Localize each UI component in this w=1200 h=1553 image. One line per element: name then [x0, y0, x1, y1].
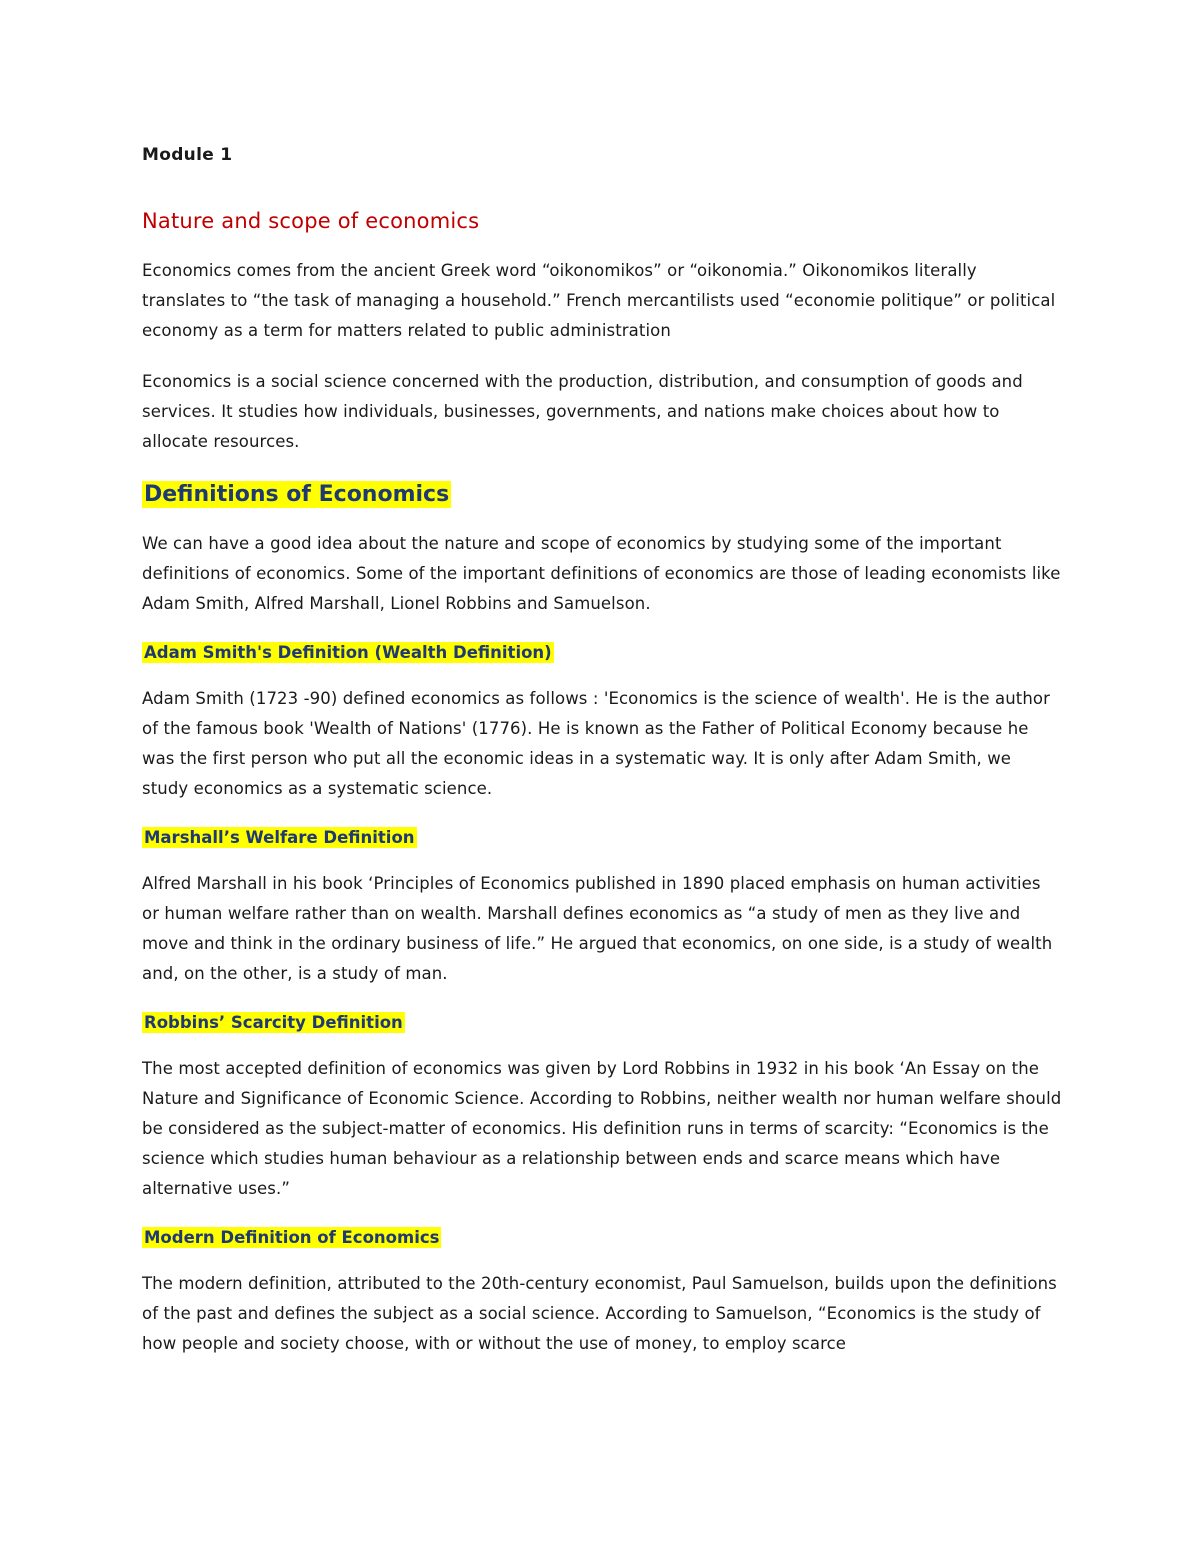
- definitions-intro: We can have a good idea about the nature and scope of economics by studying some of the important definitions of economics. Some of the important definitions of economics are those of leading economists like Adam Smith, Alfred Marshall, Lionel Robbins and Samuelson.: [142, 534, 1061, 613]
- section-text-robbins: The most accepted definition of economics was given by Lord Robbins in 1932 in his book ‘An Essay on the Nature and Significance of Economic Science. According to Robbins, neither wealth nor human welfare should be considered as the subject-matter of economics. His definition runs in terms of scarcity: “Economics is the science which studies human behaviour as a relationship between ends and scarce means which have alternative uses.”: [142, 1059, 1062, 1198]
- section-heading-text: Modern Definition of Economics: [144, 1228, 440, 1247]
- section-heading-adam-smith: [142, 640, 1062, 666]
- section-heading-text: Adam Smith's Definition (Wealth Definition): [144, 643, 552, 662]
- section-heading-text: Marshall’s Welfare Definition: [144, 828, 415, 847]
- section-heading-robbins: [142, 1010, 1062, 1036]
- page-title: Nature and scope of economics: [142, 209, 480, 233]
- section-heading-marshall: [142, 825, 1062, 851]
- section-text-marshall: Alfred Marshall in his book ‘Principles of Economics published in 1890 placed emphasis on human activities or human welfare rather than on wealth. Marshall defines economics as “a study of men as they live and move and think in the ordinary business of life.” He argued that economics, on one side, is a study of wealth and, on the other, is a study of man.: [142, 874, 1053, 983]
- section-text-modern: The modern definition, attributed to the 20th-century economist, Paul Samuelson, builds upon the definitions of the past and defines the subject as a social science. According to Samuelson, “Economics is the study of how people and society choose, with or without the use of money, to employ scarce: [142, 1274, 1057, 1353]
- definitions-heading: [142, 478, 1062, 512]
- definitions-heading-text: Definitions of Economics: [144, 482, 450, 507]
- intro-paragraph-2: Economics is a social science concerned with the production, distribution, and consumption of goods and services. It studies how individuals, businesses, governments, and nations make choices about how to allocate resources.: [142, 372, 1023, 451]
- document-content: [142, 140, 1062, 1380]
- module-label: Module 1: [142, 145, 233, 165]
- intro-paragraph-1: Economics comes from the ancient Greek word “oikonomikos” or “oikonomia.” Oikonomikos literally translates to “the task of managing a household.” French mercantilists used “economie politique” or political economy as a term for matters related to public administration: [142, 261, 1056, 340]
- section-heading-modern: [142, 1225, 1062, 1251]
- section-text-adam-smith: Adam Smith (1723 -90) defined economics as follows : 'Economics is the science of wealth'. He is the author of the famous book 'Wealth of Nations' (1776). He is known as the Father of Political Economy because he was the first person who put all the economic ideas in a systematic way. It is only after Adam Smith, we study economics as a systematic science.: [142, 689, 1050, 798]
- section-heading-text: Robbins’ Scarcity Definition: [144, 1013, 403, 1032]
